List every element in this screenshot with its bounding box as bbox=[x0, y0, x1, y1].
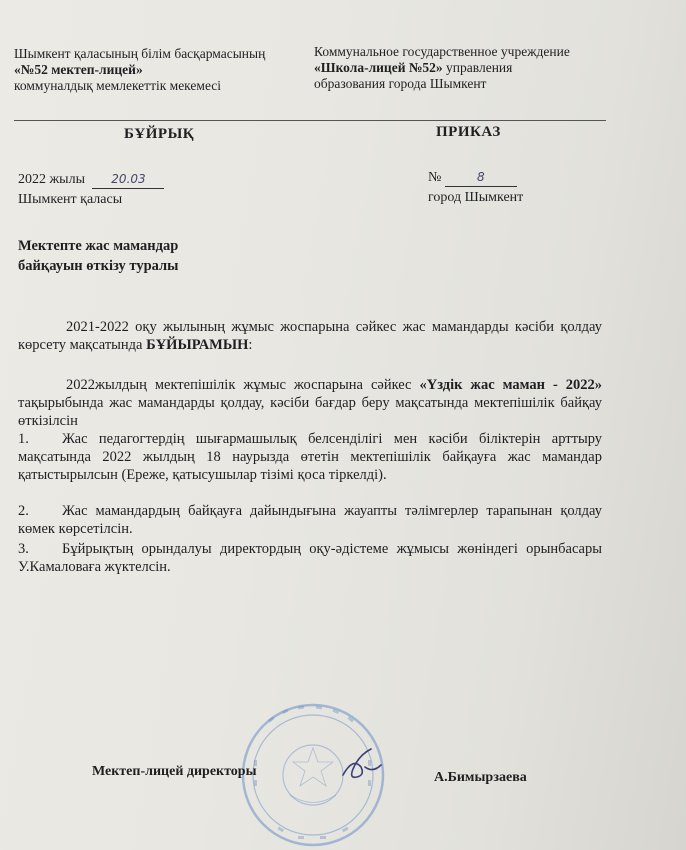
header-kz-line3: коммуналдық мемлекеттік мекемесі bbox=[14, 78, 222, 93]
number-field bbox=[445, 170, 517, 187]
year-label: 2022 жылы bbox=[18, 172, 85, 187]
header-divider bbox=[14, 120, 606, 121]
header-ru-line2: «Школа-лицей №52» управления bbox=[314, 60, 513, 75]
header-ru-line3: образования города Шымкент bbox=[314, 76, 487, 91]
handwritten-signature bbox=[335, 745, 390, 785]
subject bbox=[18, 236, 179, 276]
contest-name: «Үздік жас маман - 2022» bbox=[419, 377, 602, 393]
date-line bbox=[18, 172, 164, 189]
city-kz: Шымкент қаласы bbox=[18, 192, 123, 207]
intro-command: БҰЙЫРАМЫН bbox=[146, 337, 249, 353]
list-item-1: 1. Жас педагогтердің шығармашылық белсенділігі мен кәсіби біліктерін арттыру мақсатында 2022 жылдың 18 наурызда өтетін мектепішілік байқауға жас мамандар қатыстырылсын (Ереже, қатысушылар тізімі қоса тіркелді). bbox=[18, 431, 602, 483]
title-kz: БҰЙРЫҚ bbox=[124, 126, 195, 142]
header-ru bbox=[314, 44, 570, 92]
signature-role: Мектеп-лицей директоры bbox=[92, 764, 257, 779]
number-line bbox=[428, 170, 517, 187]
city-ru: город Шымкент bbox=[428, 190, 524, 205]
header-kz bbox=[14, 46, 265, 94]
title-ru: ПРИКАЗ bbox=[436, 124, 501, 140]
date-handwritten: 20.03 bbox=[111, 172, 146, 186]
intro-paragraph: 2021-2022 оқу жылының жұмыс жоспарына сәйкес жас мамандарды кәсіби қолдау көрсету мақсатында БҰЙЫРАМЫН: bbox=[18, 319, 602, 353]
subject-line1: Мектепте жас мамандар bbox=[18, 238, 179, 254]
signature-name: А.Бимырзаева bbox=[434, 770, 527, 785]
number-handwritten: 8 bbox=[477, 170, 485, 184]
header-ru-line1: Коммунальное государственное учреждение bbox=[314, 44, 570, 59]
header-kz-line2: «№52 мектеп-лицей» bbox=[14, 62, 143, 77]
date-field bbox=[92, 172, 164, 189]
number-label: № bbox=[428, 170, 442, 185]
paragraph-2: 2022жылдың мектепішілік жұмыс жоспарына сәйкес «Үздік жас маман - 2022» тақырыбында жас мамандарды қолдау, кәсіби бағдар беру мақсатында мектепішілік байқау өткізілсін bbox=[18, 377, 602, 429]
list-item-3: 3. Бұйрықтың орындалуы директордың оқу-әдістеме жұмысы жөніндегі орынбасары У.Камаловаға жүктелсін. bbox=[18, 541, 602, 575]
subject-line2: байқауын өткізу туралы bbox=[18, 258, 179, 274]
list-item-2: 2. Жас мамандардың байқауға дайындығына жауапты тәлімгерлер тарапынан қолдау көмек көрсетілсін. bbox=[18, 503, 602, 537]
header-kz-line1: Шымкент қаласының білім басқармасының bbox=[14, 46, 266, 61]
